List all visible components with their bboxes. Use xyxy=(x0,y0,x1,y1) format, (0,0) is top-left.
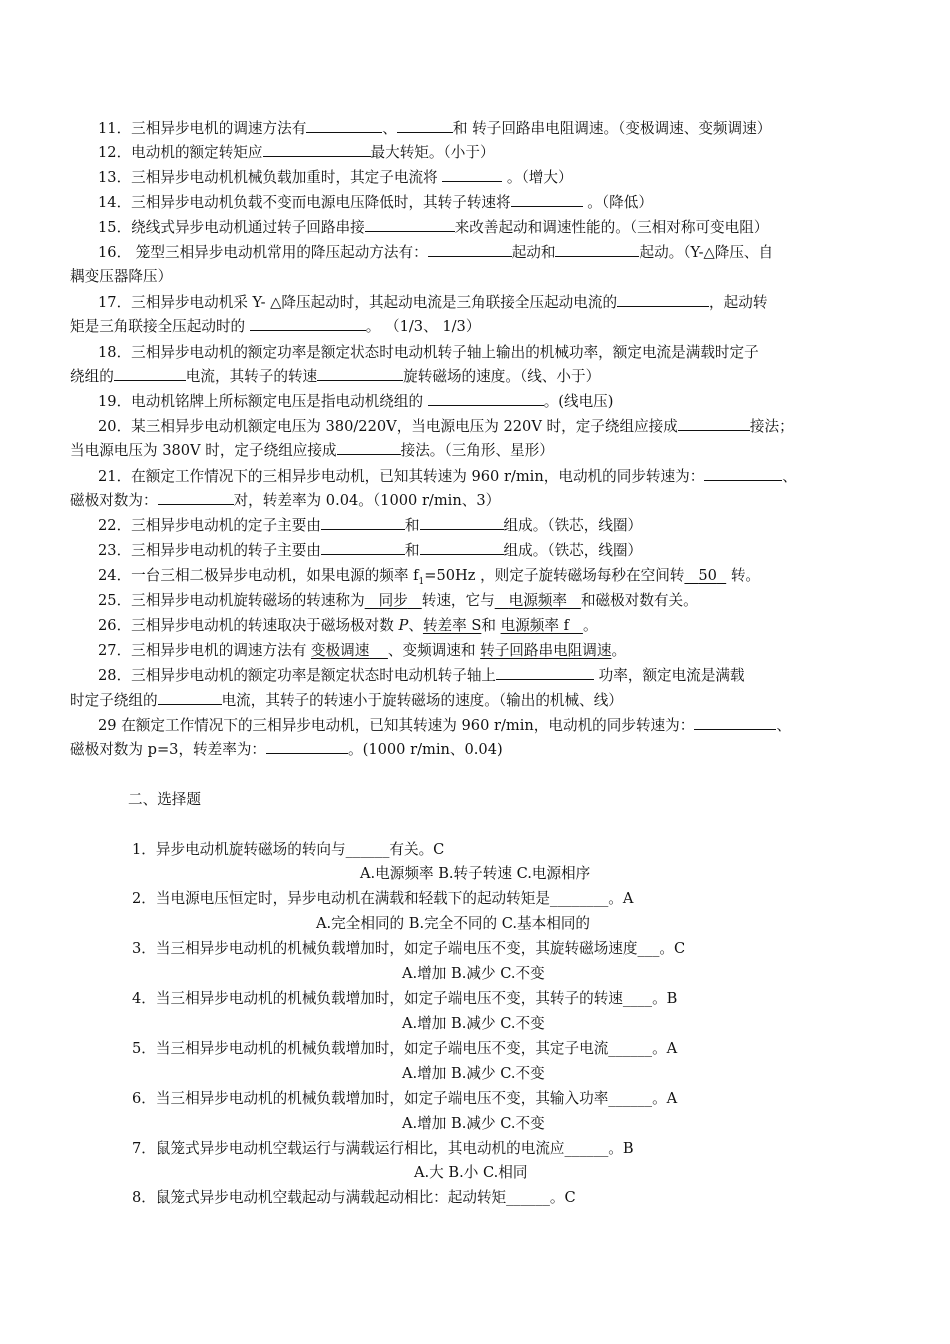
fill-question-14: 14．三相异步电动机负载不变而电源电压降低时，其转子转速将 。（降低） xyxy=(98,194,653,211)
answer-blank xyxy=(337,440,401,455)
answer-blank xyxy=(496,665,594,680)
answer-blank xyxy=(678,416,750,431)
choice-question-2: 2．当电源电压恒定时，异步电动机在满载和轻载下的起动转矩是________。A xyxy=(132,890,634,907)
filled-answer: 电源频率 xyxy=(508,592,568,609)
choice-question-3: 3．当三相异步电动机的机械负载增加时，如定子端电压不变，其旋转磁场速度___。C xyxy=(132,940,686,957)
answer-blank xyxy=(442,167,502,182)
fill-question-19: 19．电动机铭牌上所标额定电压是指电动机绕组的 。(线电压) xyxy=(98,393,614,410)
filled-answer: 50 xyxy=(698,567,717,584)
choice-options-2: A.完全相同的 B.完全不同的 C.基本相同的 xyxy=(316,915,591,932)
choice-question-7: 7．鼠笼式异步电动机空载运行与满载运行相比，其电动机的电流应______。B xyxy=(132,1140,634,1157)
choice-options-1: A.电源频率 B.转子转速 C.电源相序 xyxy=(360,865,591,882)
fill-question-20: 20．某三相异步电动机额定电压为 380/220V，当电源电压为 220V 时，定子绕组应接成 接法； xyxy=(98,418,794,435)
answer-blank xyxy=(704,466,782,481)
fill-question-28-cont: 时定子绕组的 电流，其转子的转速小于旋转磁场的速度。（输出的机械、线） xyxy=(70,692,623,709)
fill-question-22: 22．三相异步电动机的定子主要由 和 组成。（铁芯，线圈） xyxy=(98,517,643,534)
fill-question-25: 25．三相异步电动机旋转磁场的转速称为 同步 转速，它与 电源频率 和磁极对数有关。 xyxy=(98,592,698,609)
fill-question-17-cont: 矩是三角联接全压起动时的 。 （1/3、 1/3） xyxy=(70,318,481,335)
answer-blank xyxy=(321,515,405,530)
answer-blank xyxy=(511,192,583,207)
answer-blank xyxy=(114,366,186,381)
fill-question-29-cont: 磁极对数为 p=3，转差率为： 。(1000 r/min、0.04) xyxy=(70,741,503,758)
answer-blank xyxy=(428,242,512,257)
answer-blank xyxy=(420,515,504,530)
choice-question-1: 1．异步电动机旋转磁场的转向与______有关。C xyxy=(132,841,445,858)
fill-question-16-cont: 耦变压器降压） xyxy=(70,268,173,285)
choice-options-5: A.增加 B.减少 C.不变 xyxy=(402,1065,545,1082)
fill-question-15: 15．绕线式异步电动机通过转子回路串接 来改善起动和调速性能的。（三相对称可变电阻） xyxy=(98,219,769,236)
answer-blank xyxy=(306,118,382,133)
answer-blank xyxy=(428,391,544,406)
choice-options-4: A.增加 B.减少 C.不变 xyxy=(402,1015,545,1032)
fill-question-16: 16． 笼型三相异步电动机常用的降压起动方法有： 起动和 起动。（Y-△降压、自 xyxy=(98,244,774,261)
choice-question-8: 8．鼠笼式异步电动机空载起动与满载起动相比：起动转矩______。C xyxy=(132,1189,576,1206)
fill-question-28: 28．三相异步电动机的额定功率是额定状态时电动机转子轴上 功率，额定电流是满载 xyxy=(98,667,745,684)
fill-question-18: 18．三相异步电动机的额定功率是额定状态时电动机转子轴上输出的机械功率，额定电流是满载时定子 xyxy=(98,344,759,361)
answer-blank xyxy=(266,739,348,754)
fill-question-17: 17．三相异步电动机采 Y- △降压起动时，其起动电流是三角联接全压起动电流的 ，起动转 xyxy=(98,294,768,311)
filled-answer: 同步 xyxy=(378,592,408,609)
answer-blank xyxy=(321,540,405,555)
choice-options-6: A.增加 B.减少 C.不变 xyxy=(402,1115,545,1132)
answer-blank xyxy=(317,366,403,381)
fill-question-27: 27．三相异步电机的调速方法有 变极调速 、变频调速和 转子回路串电阻调速。 xyxy=(98,642,627,659)
fill-question-12: 12．电动机的额定转矩应 最大转矩。（小于） xyxy=(98,144,495,161)
fill-question-23: 23．三相异步电动机的转子主要由 和 组成。（铁芯，线圈） xyxy=(98,542,643,559)
fill-question-18-cont: 绕组的 电流，其转子的转速 旋转磁场的速度。（线、小于） xyxy=(70,368,601,385)
section-title: 二、选择题 xyxy=(128,791,201,808)
fill-question-24: 24．一台三相二极异步电动机，如果电源的频率 $f_1=50Hz$ ，则定子旋转磁场每秒在空间转 50 转。 xyxy=(98,567,761,587)
filled-answer: 转差率 S xyxy=(422,617,482,634)
choice-options-7: A.大 B.小 C.相同 xyxy=(414,1164,528,1181)
fill-question-26: 26．三相异步电动机的转速取决于磁场极对数 P、转差率 S和 电源频率 f 。 xyxy=(98,617,598,634)
fill-question-13: 13．三相异步电动机机械负载加重时，其定子电流将 。（增大） xyxy=(98,169,573,186)
fill-question-21-cont: 磁极对数为： 对，转差率为 0.04。（1000 r/min、3） xyxy=(70,492,501,509)
answer-blank xyxy=(420,540,504,555)
filled-answer: 变极调速 xyxy=(310,642,370,659)
filled-answer: 转子回路串电阻调速 xyxy=(480,642,612,659)
answer-blank xyxy=(158,690,222,705)
fill-question-29: 29 在额定工作情况下的三相异步电动机，已知其转速为 960 r/min，电动机的同步转速为： 、 xyxy=(98,717,791,734)
fill-question-20-cont: 当电源电压为 380V 时，定子绕组应接成 接法。（三角形、星形） xyxy=(70,442,554,459)
fill-question-11: 11．三相异步电机的调速方法有 、 和 转子回路串电阻调速。（变极调速、变频调速） xyxy=(98,120,772,137)
choice-question-5: 5．当三相异步电动机的机械负载增加时，如定子端电压不变，其定子电流______。A xyxy=(132,1040,678,1057)
answer-blank xyxy=(263,142,371,157)
answer-blank xyxy=(250,316,366,331)
choice-question-4: 4．当三相异步电动机的机械负载增加时，如定子端电压不变，其转子的转速____。B xyxy=(132,990,678,1007)
answer-blank xyxy=(365,217,455,232)
choice-options-3: A.增加 B.减少 C.不变 xyxy=(402,965,545,982)
filled-answer: 电源频率 f xyxy=(500,617,570,634)
fill-question-21: 21．在额定工作情况下的三相异步电动机，已知其转速为 960 r/min，电动机的同步转速为： 、 xyxy=(98,468,797,485)
answer-blank xyxy=(617,292,709,307)
answer-blank xyxy=(555,242,639,257)
answer-blank xyxy=(397,118,453,133)
answer-blank xyxy=(158,490,234,505)
choice-question-6: 6．当三相异步电动机的机械负载增加时，如定子端电压不变，其输入功率______。A xyxy=(132,1090,678,1107)
answer-blank xyxy=(694,715,776,730)
